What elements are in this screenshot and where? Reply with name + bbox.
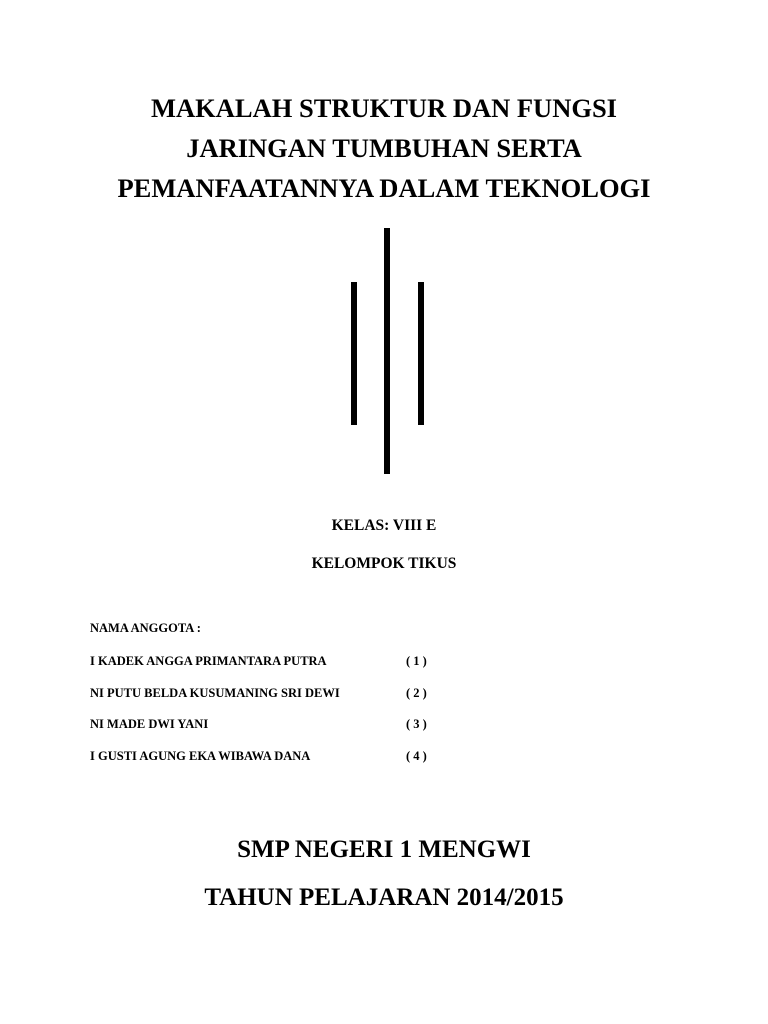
member-name: NI MADE DWI YANI [90,717,209,731]
member-number: ( 4 ) [406,749,427,763]
members-heading: NAMA ANGGOTA : [90,621,201,635]
member-number: ( 1 ) [406,654,427,668]
member-row [90,749,490,767]
title-line-3: PEMANFAATANNYA DALAM TEKNOLOGI [117,173,651,203]
member-number: ( 3 ) [406,717,427,731]
member-name: I KADEK ANGGA PRIMANTARA PUTRA [90,654,327,668]
school-name: SMP NEGERI 1 MENGWI [237,836,531,863]
left-bar [351,282,357,425]
member-row [90,654,490,672]
academic-year: TAHUN PELAJARAN 2014/2015 [204,884,564,911]
center-bar [384,228,390,474]
title-line-1: MAKALAH STRUKTUR DAN FUNGSI [151,93,617,123]
class-label: KELAS: VIII E [331,517,437,534]
right-bar [418,282,424,425]
member-name: I GUSTI AGUNG EKA WIBAWA DANA [90,749,311,763]
member-row [90,686,490,704]
title-line-2: JARINGAN TUMBUHAN SERTA [186,133,582,163]
group-label: KELOMPOK TIKUS [311,555,457,572]
member-number: ( 2 ) [406,686,427,700]
member-row [90,717,490,735]
document-title [0,88,768,208]
member-name: NI PUTU BELDA KUSUMANING SRI DEWI [90,686,340,700]
